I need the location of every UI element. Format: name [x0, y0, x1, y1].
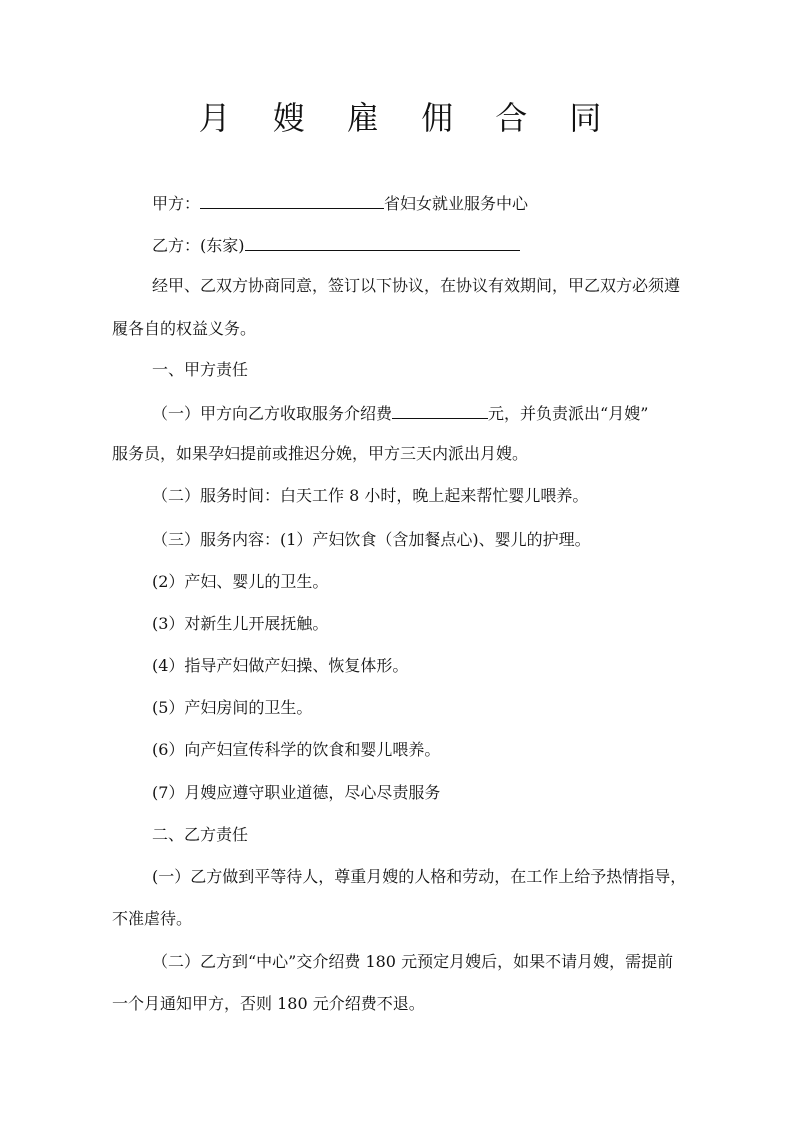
section-a-sub6: (6）向产妇宣传科学的饮食和婴儿喂养。	[152, 740, 441, 759]
section-a-item2: （二）服务时间：白天工作 8 小时，晚上起来帮忙婴儿喂养。	[152, 486, 589, 505]
section-a-sub7: (7）月嫂应遵守职业道德，尽心尽责服务	[152, 783, 441, 802]
intro-line-2: 履各自的权益义务。	[112, 319, 257, 338]
section-b-item1-line2: 不准虐待。	[112, 909, 193, 928]
contract-title: 月 嫂 雇 佣 合 同	[198, 99, 618, 137]
intro-line-1: 经甲、乙双方协商同意，签订以下协议，在协议有效期间，甲乙双方必须遵	[152, 276, 681, 295]
section-b-heading: 二、乙方责任	[152, 825, 249, 844]
section-a-item1-line2: 服务员，如果孕妇提前或推迟分娩，甲方三天内派出月嫂。	[112, 444, 529, 463]
section-a-sub4: (4）指导产妇做产妇操、恢复体形。	[152, 656, 409, 675]
party-a-suffix: 省妇女就业服务中心	[384, 194, 529, 213]
fee-blank	[392, 400, 488, 419]
party-a-line	[152, 190, 528, 216]
party-b-label: 乙方：(东家)	[152, 236, 245, 255]
party-b-blank	[245, 232, 520, 251]
section-b-item2-line1: （二）乙方到“中心”交介绍费 180 元预定月嫂后，如果不请月嫂，需提前	[152, 952, 674, 971]
section-a-sub5: (5）产妇房间的卫生。	[152, 698, 313, 717]
section-b-item1-line1: (一）乙方做到平等待人，尊重月嫂的人格和劳动，在工作上给予热情指导，	[152, 867, 687, 886]
party-b-line	[152, 232, 520, 258]
section-a-heading: 一、甲方责任	[152, 360, 249, 379]
section-b-item2-line2: 一个月通知甲方，否则 180 元介绍费不退。	[112, 994, 425, 1013]
section-a-sub3: (3）对新生儿开展抚触。	[152, 614, 329, 633]
section-a-item1-prefix: （一）甲方向乙方收取服务介绍费	[152, 404, 393, 423]
section-a-sub2: (2）产妇、婴儿的卫生。	[152, 572, 329, 591]
party-a-label: 甲方：	[152, 194, 201, 213]
section-a-item3: （三）服务内容：(1）产妇饮食（含加餐点心)、婴儿的护理。	[152, 530, 591, 549]
party-a-blank	[200, 190, 384, 209]
section-a-item1	[152, 400, 648, 426]
section-a-item1-suffix: 元，并负责派出“月嫂”	[488, 404, 649, 423]
